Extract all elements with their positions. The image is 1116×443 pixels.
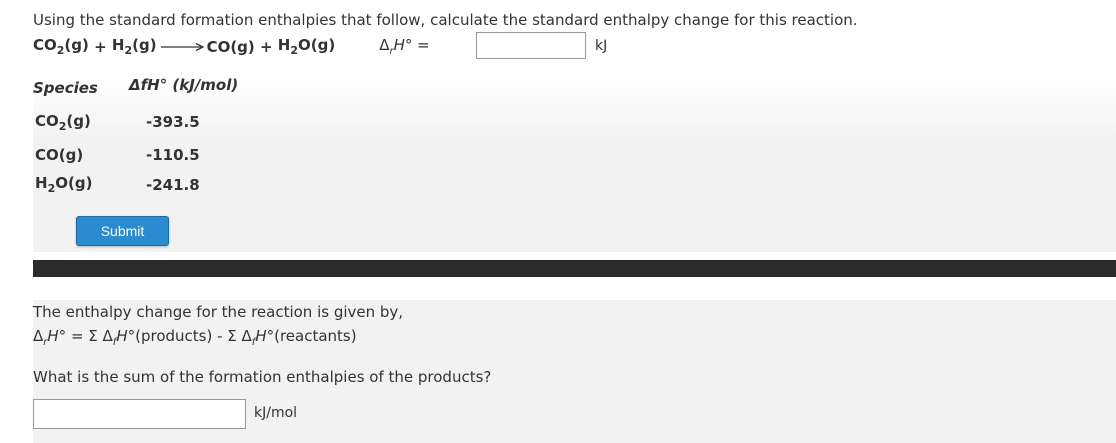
hint-intro: The enthalpy change for the reaction is given by, [33, 303, 404, 321]
section-divider [33, 260, 1116, 277]
table-row-species: $H_2O(g)$ [35, 174, 93, 195]
reaction-equation [33, 36, 430, 57]
product-h2o: $H_2O(g)$ [277, 36, 336, 57]
reaction-arrow-icon [159, 42, 205, 52]
products-sum-input[interactable] [33, 399, 246, 429]
hint-panel [33, 300, 1116, 443]
reaction-enthalpy-unit: kJ [595, 38, 608, 54]
table-header-species: Species [33, 79, 98, 97]
table-header-enthalpy: ΔfH° (kJ/mol) [129, 76, 239, 94]
reactant-h2: $H_2(g)$ [111, 36, 157, 57]
question-prompt: Using the standard formation enthalpies that follow, calculate the standard enthalpy change for this reaction. [33, 11, 858, 29]
table-row-value: -393.5 [146, 113, 200, 131]
reaction-enthalpy-label: $\Delta_rH^\circ$ = [379, 36, 430, 57]
submit-button[interactable]: Submit [76, 216, 169, 246]
table-row-value: -241.8 [146, 176, 200, 194]
hint-formula: $\Delta_rH^\circ = \Sigma$ $\Delta_fH^\circ(products)$ - Σ $\Delta_fH^\circ(reactants)$ [33, 327, 357, 348]
product-co: CO(g) [206, 37, 255, 56]
table-row-value: -110.5 [146, 146, 200, 164]
plus-sign: + [254, 37, 278, 56]
reactant-co2: $CO_2(g)$ [33, 36, 89, 57]
hint-question: What is the sum of the formation enthalpies of the products? [33, 368, 492, 386]
question-panel [33, 8, 1116, 252]
products-sum-unit: kJ/mol [254, 405, 298, 421]
plus-sign: + [88, 37, 112, 56]
reaction-enthalpy-input[interactable] [476, 32, 586, 59]
table-row-species: $CO_2(g)$ [35, 112, 91, 133]
table-row-species: CO(g) [35, 146, 84, 164]
